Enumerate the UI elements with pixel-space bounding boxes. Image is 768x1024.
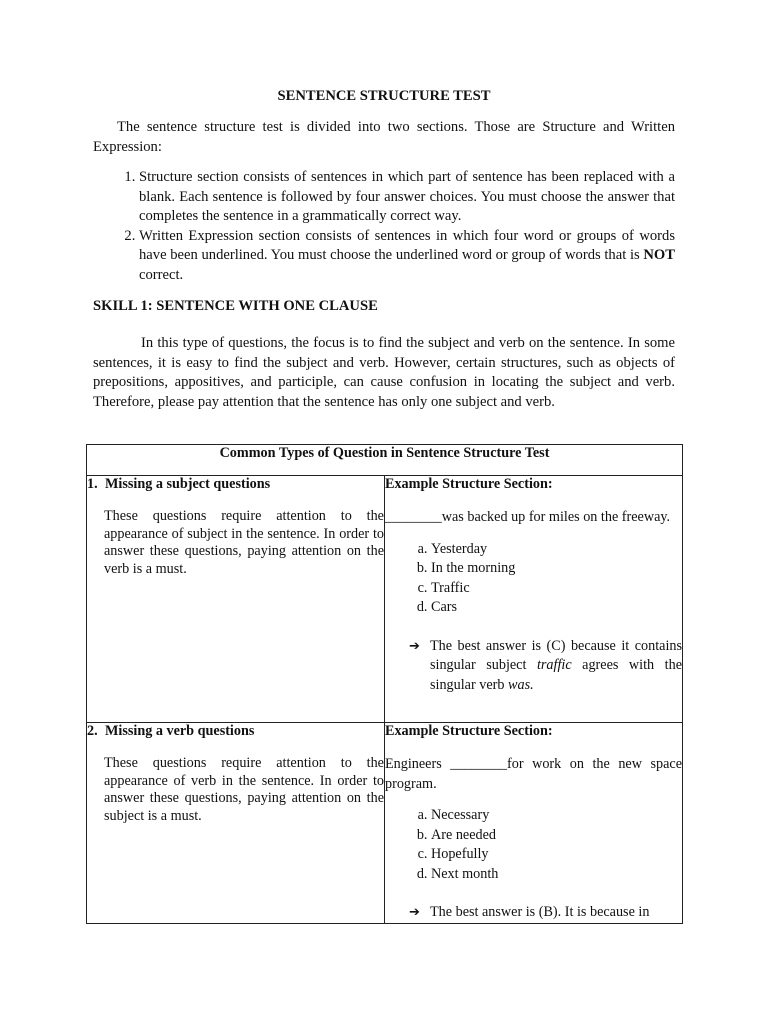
intro-paragraph: The sentence structure test is divided into two sections. Those are Structure and Written Expression: [93,119,675,155]
skill-paragraph: In this type of questions, the focus is to find the subject and verb on the sentence. In some sentences, it is easy to find the subject and verb. However, certain structures, such as objects of prepositions, appositives, and participle, can cause confusion in locating the subject and verb. Therefore, please pay attention that the sentence has only one subject and verb. [93,335,675,410]
question-type-cell [87,723,385,924]
answer-explanation: ➔ The best answer is (C) because it contains singular subject traffic agrees with the singular verb was. [409,637,682,693]
example-cell [385,723,683,924]
example-stem: Engineers ________for work on the new space program. [385,756,682,792]
question-type-heading: 1. Missing a subject questions [87,476,271,492]
section-item-structure: 1. Structure section consists of sentences in which part of sentence has been replaced with a blank. Each sentence is followed by four answer choices. You must choose the answer that completes the sentence in a grammatically correct way. [139,168,675,227]
question-type-heading: 2. Missing a verb questions [87,723,255,739]
answer-choices [385,540,682,618]
arrow-right-icon: ➔ [409,638,420,654]
example-heading: Example Structure Section: [385,723,553,739]
question-type-cell [87,476,385,723]
section-item-written-expression: 2. Written Expression section consists of sentences in which four word or groups of words have been underlined. You must choose the underlined word or group of words that is NOT correct. [139,227,675,286]
table-row [87,723,683,924]
question-type-description: These questions require attention to the appearance of subject in the sentence. In order to answer these questions, paying attention on the verb is a must. [104,508,384,577]
example-stem: ________was backed up for miles on the freeway. [385,509,671,525]
choice-item: c. Traffic [431,579,682,599]
question-types-table [86,444,683,924]
table-row [87,476,683,723]
skill-heading: SKILL 1: SENTENCE WITH ONE CLAUSE [93,298,378,314]
answer-explanation: ➔ The best answer is (B). It is because in [409,903,682,923]
choice-item: b. In the morning [431,559,682,579]
section-list [93,168,675,285]
choice-item: b. Are needed [431,826,682,846]
answer-choices [385,806,682,884]
document-title: SENTENCE STRUCTURE TEST [277,88,491,104]
choice-item: c. Hopefully [431,845,682,865]
question-type-description: These questions require attention to the appearance of verb in the sentence. In order to answer these questions, paying attention on the subject is a must. [104,755,384,824]
choice-item: a. Necessary [431,806,682,826]
emphasis-not: NOT [643,247,675,263]
table-heading: Common Types of Question in Sentence Structure Test [87,445,683,476]
choice-item: d. Next month [431,865,682,885]
choice-item: d. Cars [431,598,682,618]
choice-item: a. Yesterday [431,540,682,560]
arrow-right-icon: ➔ [409,905,420,920]
example-heading: Example Structure Section: [385,476,553,492]
example-cell [385,476,683,723]
